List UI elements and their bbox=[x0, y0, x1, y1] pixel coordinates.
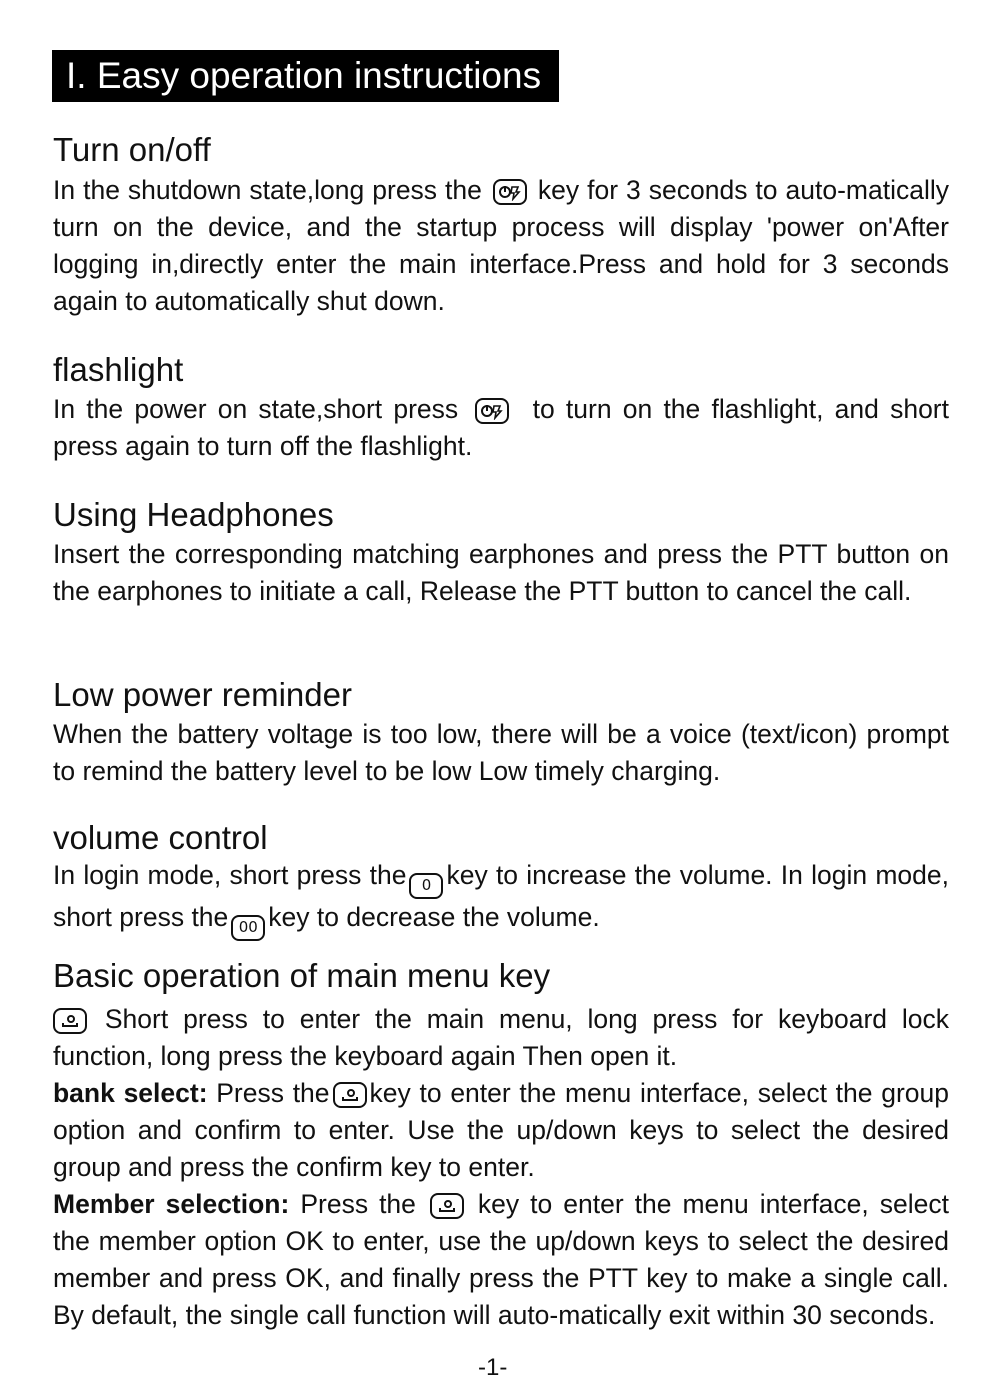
text-segment: to turn on the flashlight, and short press again to turn off the flashlight. bbox=[53, 394, 949, 461]
bank-select-label: bank select: bbox=[53, 1078, 208, 1108]
power-flashlight-key-icon bbox=[475, 398, 509, 424]
heading-flashlight: flashlight bbox=[53, 351, 184, 388]
heading-using-headphones: Using Headphones bbox=[53, 496, 334, 533]
paragraph-flashlight bbox=[53, 391, 949, 465]
member-selection-label: Member selection: bbox=[53, 1189, 290, 1219]
text-segment: Short press to enter the main menu, long press for keyboard lock function, long press the keyboard again Then open it. bbox=[53, 1004, 949, 1071]
paragraph-volume-control bbox=[53, 857, 949, 941]
text-segment: In the power on state,short press bbox=[53, 394, 470, 424]
text-segment: key for 3 seconds to auto-matically turn on the device, and the startup process will display 'power on'After logging in,directly enter the main interface.Press and hold for 3 seconds again to automatically shut down. bbox=[53, 175, 949, 316]
text-segment: In the shutdown state,long press the bbox=[53, 175, 490, 205]
text-segment: In login mode, short press the bbox=[53, 860, 407, 890]
menu-key-icon bbox=[333, 1082, 367, 1108]
zero-key-icon: 0 bbox=[409, 873, 443, 899]
heading-turn-on-off: Turn on/off bbox=[53, 131, 211, 168]
double-zero-key-icon: 00 bbox=[231, 915, 265, 941]
text-segment: key to decrease the volume. bbox=[268, 902, 600, 932]
heading-main-menu-key: Basic operation of main menu key bbox=[53, 957, 551, 994]
page-number: -1- bbox=[478, 1354, 508, 1381]
text-segment: Press the bbox=[207, 1078, 330, 1108]
heading-low-power-reminder: Low power reminder bbox=[53, 676, 352, 713]
power-flashlight-key-icon bbox=[493, 179, 527, 205]
paragraph-main-menu-key bbox=[53, 1001, 949, 1334]
text-segment: key to increase the volume. In login mode, short press the bbox=[53, 860, 949, 932]
text-segment: Press the bbox=[289, 1189, 427, 1219]
paragraph-turn-on-off bbox=[53, 172, 949, 320]
heading-volume-control: volume control bbox=[53, 819, 268, 856]
text-segment: key to enter the menu interface, select the member option OK to enter, use the up/down keys to select the desired member and press OK, and finally press the PTT key to make a single call. By default, the single call function will auto-matically exit within 30 seconds. bbox=[53, 1189, 949, 1330]
paragraph-using-headphones: Insert the corresponding matching earphones and press the PTT button on the earphones to initiate a call, Release the PTT button to cancel the call. bbox=[53, 539, 949, 606]
text-segment: key to enter the menu interface, select the group option and confirm to enter. Use the up/down keys to select the desired group and press the confirm key to enter. bbox=[53, 1078, 949, 1182]
paragraph-low-power-reminder: When the battery voltage is too low, there will be a voice (text/icon) prompt to remind the battery level to be low Low timely charging. bbox=[53, 719, 949, 786]
menu-key-icon bbox=[53, 1008, 87, 1034]
section-banner: I. Easy operation instructions bbox=[52, 50, 559, 102]
menu-key-icon bbox=[430, 1193, 464, 1219]
